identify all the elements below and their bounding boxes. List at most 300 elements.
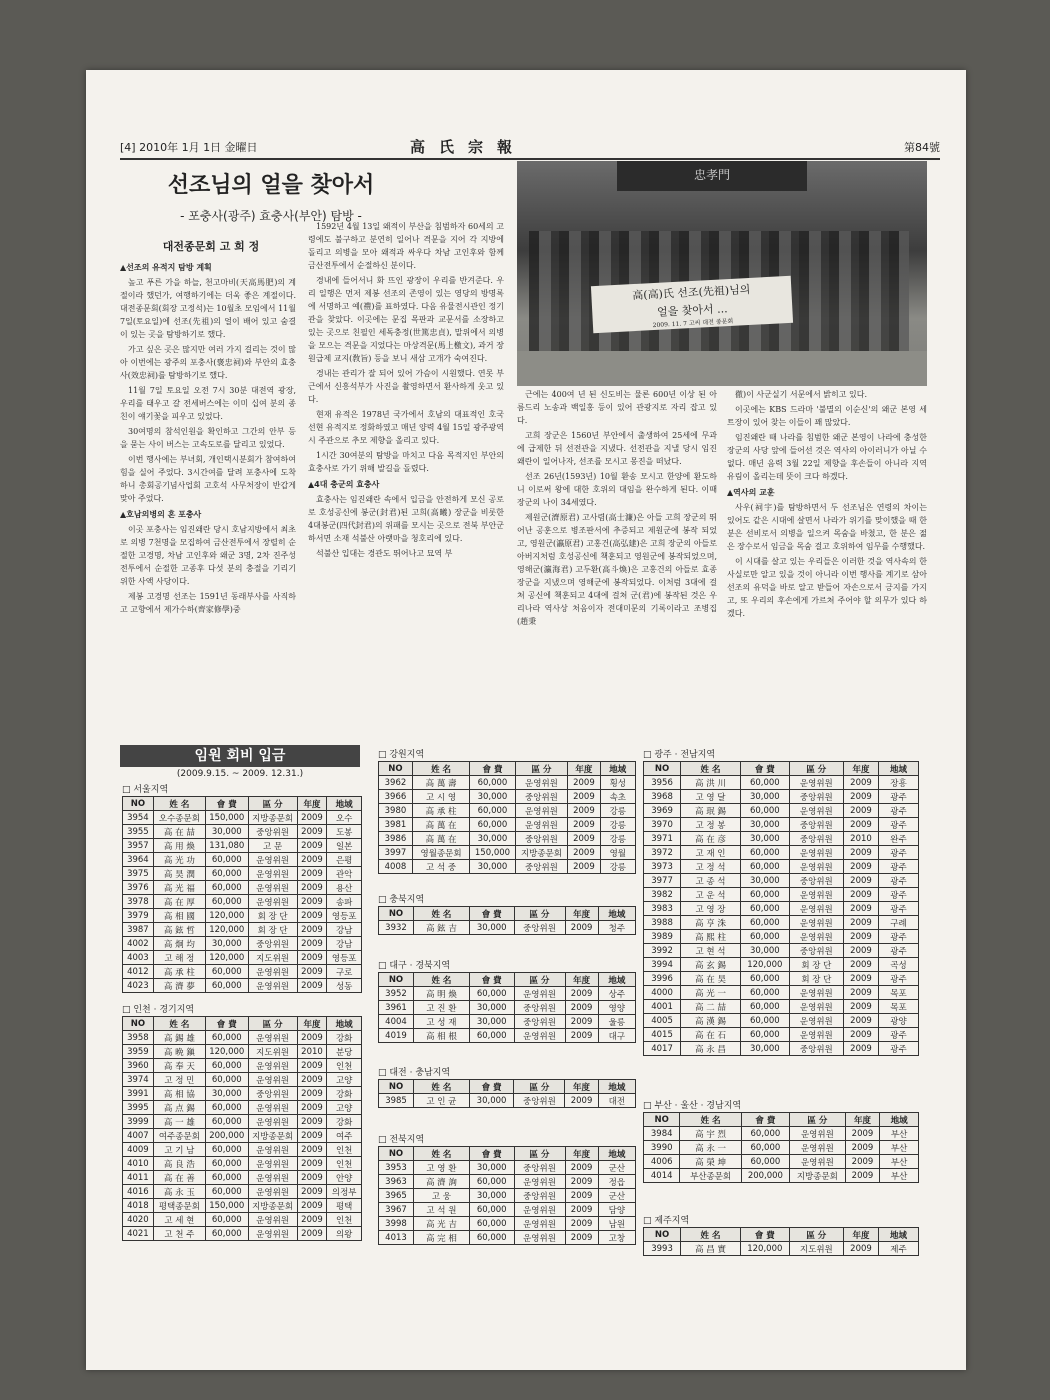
table-cell: 4018 [123,1199,154,1213]
table-cell: 구로 [327,965,362,979]
table-cell: 60,000 [205,867,248,881]
column-header: 地域 [598,973,635,987]
table-cell: 2009 [297,1143,327,1157]
table-cell: 60,000 [470,804,516,818]
column-header: 年度 [845,1113,880,1127]
table-cell: 高 晩 鎭 [153,1045,205,1059]
table-cell: 60,000 [205,1157,248,1171]
table-cell: 120,000 [740,1242,789,1256]
table-row [379,1001,636,1015]
table-cell: 운영위원 [248,1213,297,1227]
paragraph: 경내에 들어서니 화 뜨인 광장이 우리를 반겨준다. 우리 일행은 먼저 제봉 선조의 존영이 있는 영당의 방명록에 서명하고 예(禮)를 표하였다. 다음 유물전시관인 정기관을 찾았다. 이곳에는 문집 목판과 교문서를 소장하고 있는 곳으로 친필인 세독충정(世篤忠貞), 말위에서 의병을 모으는 격문을 지었다는 마상격문(馬上檄文), 과거 장원급제 교지(敎旨) 등을 보니 새삼 고개가 숙여진다. [308,276,504,363]
table-cell: 60,000 [469,1231,514,1245]
table-cell: 운영위원 [789,902,843,916]
column-header: 地域 [879,1228,919,1242]
table-cell: 2009 [843,1042,878,1056]
column-header: NO [379,762,413,776]
table-cell: 광주 [879,930,919,944]
paragraph: 이 시대를 살고 있는 우리들은 이러한 것을 역사속의 한 사실로만 알고 있을 것이 아니라 이번 행사를 계기로 삼아 선조의 유덕을 바로 알고 받들어 자손으로서 긍지를 가지고, 또 우리의 후손에게 가르쳐 주어야 할 의무가 있다 하겠다. [727,557,927,618]
column-header: NO [644,762,681,776]
column-header: 區 分 [789,1228,843,1242]
table-cell: 高 光 吉 [413,1217,469,1231]
table-cell: 지방종문회 [248,1199,297,1213]
dues-table [643,761,919,1056]
table-cell: 高 光 福 [153,881,205,895]
table-cell: 60,000 [469,1029,514,1043]
table-cell: 영월종문회 [412,846,469,860]
table-cell: 3963 [379,1175,414,1189]
table-row [644,1242,919,1256]
table-row [644,944,919,958]
table-cell: 강남 [327,923,362,937]
paragraph: 효충사는 임진왜란 속에서 입금을 안전하게 모신 공로로 호성공신에 봉군(封君)된 고희(高曦) 장군을 비롯한 4대봉군(四代封君)의 위패를 모시는 곳으로 전북 부안군 하서면 소재 석불산 아랫마을 청호리에 있다. [308,495,504,543]
dues-table [378,761,636,874]
table-row [644,902,919,916]
table-cell: 4007 [123,1129,154,1143]
table-cell: 운영위원 [248,867,297,881]
table-cell: 2009 [297,825,327,839]
table-cell: 3954 [123,811,154,825]
table-cell: 30,000 [469,1001,514,1015]
table-cell: 남원 [598,1217,635,1231]
table-cell: 고 운 석 [681,888,741,902]
table-cell: 운영위원 [248,979,297,993]
table-cell: 고 영 환 [413,1161,469,1175]
table-row [644,804,919,818]
table-cell: 2009 [843,790,878,804]
table-cell: 광주 [879,1042,919,1056]
table-row [644,1155,919,1169]
table-row [644,1000,919,1014]
banner-line-2: 얼을 찾아서 ... [656,302,728,319]
table-cell: 인천 [327,1213,362,1227]
table-row [644,972,919,986]
region-label: □ 광주 · 전남지역 [643,750,716,760]
table-cell: 강릉 [600,860,635,874]
table-cell: 3970 [644,818,681,832]
table-cell: 목포 [879,986,919,1000]
table-row [123,1031,362,1045]
table-row [644,860,919,874]
issue-date: [4] 2010年 1月 1日 金曜日 [120,141,258,154]
table-cell: 운영위원 [248,1157,297,1171]
column-header: 姓 名 [153,797,205,811]
table-cell: 회 장 단 [789,958,843,972]
table-cell: 2009 [843,818,878,832]
table-cell: 중앙위원 [514,1001,565,1015]
table-cell: 3960 [123,1059,154,1073]
table-cell: 高 濟 夢 [153,979,205,993]
table-cell: 오수종문회 [153,811,205,825]
table-cell: 2009 [568,776,600,790]
table-cell: 60,000 [740,776,789,790]
column-header: 區 分 [789,762,843,776]
paragraph: 가고 싶은 곳은 많지만 여러 가지 걸리는 것이 많아 이번에는 광주의 포충사(褒忠祠)와 부안의 효충사(效忠祠)를 탐방하기로 했다. [120,345,296,380]
column-header: 姓 名 [681,762,741,776]
table-cell: 3986 [379,832,413,846]
table-cell: 운영위원 [789,1028,843,1042]
dues-period: (2009.9.15. ~ 2009. 12.31.) [176,769,304,779]
table-row [123,1157,362,1171]
table-cell: 운영위원 [248,1101,297,1115]
paragraph: 徹)이 사군실기 서문에서 밝히고 있다. [735,390,868,399]
table-cell: 중앙위원 [789,818,843,832]
table-cell: 120,000 [205,1045,248,1059]
table-cell: 2009 [568,790,600,804]
table-cell: 2009 [297,853,327,867]
table-row [379,921,636,935]
table-cell: 高 萬 在 [412,818,469,832]
paragraph: 경내는 관리가 잘 되어 있어 가슴이 시원했다. 연못 부근에서 신흥석부가 사진을 촬영하면서 환사하게 웃고 있다. [308,369,504,404]
table-cell: 高 奉 天 [153,1059,205,1073]
table-cell: 상주 [598,987,635,1001]
table-cell: 고 정 석 [681,860,741,874]
table-cell: 3959 [123,1045,154,1059]
table-cell: 60,000 [205,1101,248,1115]
table-cell: 2009 [297,979,327,993]
table-cell: 광주 [879,1028,919,1042]
table-cell: 3998 [379,1217,414,1231]
table-cell: 2009 [565,1175,598,1189]
table-cell: 2009 [843,874,878,888]
table-cell: 회 장 단 [789,972,843,986]
table-cell: 3992 [644,944,681,958]
table-row [379,818,636,832]
table-row [123,811,362,825]
paragraph: 제봉 고경명 선조는 1591년 동래부사를 사직하고 고향에서 제가수하(齊家修學)중 [120,592,296,614]
table-cell: 60,000 [740,972,789,986]
table-cell: 高 炯 均 [153,937,205,951]
table-cell: 고 기 남 [153,1143,205,1157]
paragraph: 현재 유적은 1978년 국가에서 호남의 대표적인 호국선현 유적지로 정화하였고 매년 양력 4월 15일 광주광역시 주관으로 추모 제향을 올리고 있다. [308,410,504,445]
table-row [123,1143,362,1157]
table-cell: 관악 [327,867,362,881]
table-cell: 60,000 [470,776,516,790]
table-cell: 4023 [123,979,154,993]
table-row [123,979,362,993]
column-header: 年度 [297,797,327,811]
table-cell: 30,000 [740,790,789,804]
table-row [379,1203,636,1217]
table-cell: 131,080 [205,839,248,853]
table-cell: 부산종문회 [680,1169,741,1183]
table-cell: 60,000 [469,1175,514,1189]
column-header: NO [644,1228,681,1242]
table-cell: 2009 [843,972,878,986]
table-cell: 2009 [297,1059,327,1073]
table-cell: 고 천 주 [153,1227,205,1241]
table-cell: 60,000 [205,965,248,979]
column-header: 區 分 [248,797,297,811]
table-cell: 3965 [379,1189,414,1203]
table-cell: 강릉 [600,804,635,818]
table-cell: 운영위원 [789,1014,843,1028]
table-cell: 목포 [879,1000,919,1014]
table-cell: 3988 [644,916,681,930]
table-cell: 중앙위원 [789,944,843,958]
table-cell: 30,000 [740,818,789,832]
table-cell: 2009 [565,1217,598,1231]
table-cell: 3956 [644,776,681,790]
masthead [120,136,940,160]
table-cell: 4012 [123,965,154,979]
table-cell: 고 석 중 [412,860,469,874]
table-cell: 운영위원 [789,986,843,1000]
table-cell: 운영위원 [248,1059,297,1073]
table-row [379,1217,636,1231]
table-cell: 지방종문회 [515,846,568,860]
table-cell: 의정부 [327,1185,362,1199]
table-cell: 2009 [565,1189,598,1203]
table-row [644,832,919,846]
table-cell: 60,000 [740,1014,789,1028]
dues-table [378,1079,636,1108]
table-cell: 高 在 彦 [681,832,741,846]
gate-sign: 忠孝門 [617,161,807,191]
table-row [644,916,919,930]
table-row [123,825,362,839]
table-cell: 2009 [565,1094,598,1108]
table-cell: 3979 [123,909,154,923]
column-header: 會 費 [469,907,514,921]
table-cell: 성동 [327,979,362,993]
table-cell: 4000 [644,986,681,1000]
table-cell: 지도위원 [789,1242,843,1256]
region-label: □ 대전 · 충남지역 [378,1068,451,1078]
paragraph: 이곳에는 KBS 드라마 '불멸의 이순신'의 왜군 본영 세트장이 있어 찾는 이들이 꽤 많았다. [727,405,927,427]
table-cell: 강화 [327,1031,362,1045]
table-cell: 30,000 [740,874,789,888]
column-header: 地域 [598,1147,635,1161]
table-cell: 3995 [123,1101,154,1115]
table-cell: 2009 [843,804,878,818]
table-cell: 60,000 [740,902,789,916]
group-photo [517,161,927,386]
table-cell: 3976 [123,881,154,895]
table-cell: 60,000 [740,860,789,874]
table-cell: 60,000 [741,1127,789,1141]
table-cell: 4008 [379,860,413,874]
column-header: 區 分 [514,907,565,921]
table-cell: 운영위원 [514,987,565,1001]
table-cell: 광주 [879,790,919,804]
region-label: □ 인천 · 경기지역 [122,1005,195,1015]
table-cell: 횡성 [600,776,635,790]
table-cell: 2010 [843,832,878,846]
banner-small: 2009. 11. 7 고씨 대전 종문회 [652,317,734,330]
table-cell: 4015 [644,1028,681,1042]
table-cell: 3999 [123,1115,154,1129]
table-cell: 4005 [644,1014,681,1028]
table-row [123,1045,362,1059]
paragraph: 이곳 포충사는 임진왜란 당시 호남지방에서 최초로 의병 7천명을 모집하여 금산전투에서 장렬히 순절한 고경명, 차남 고인후와 왜군 3명, 2차 진주성 전투에서 순절한 고종후 다섯 분의 충절을 기리기 위한 사액 사당이다. [120,525,296,586]
table-cell: 운영위원 [790,1155,846,1169]
table-cell: 영등포 [327,951,362,965]
table-row [644,986,919,1000]
column-header: NO [644,1113,680,1127]
column-header: 會 費 [741,1113,789,1127]
table-cell: 운영위원 [248,1073,297,1087]
column-header: 會 費 [469,1147,514,1161]
table-cell: 운영위원 [789,776,843,790]
table-cell: 高 洪 川 [681,776,741,790]
table-cell: 2009 [843,846,878,860]
paragraph: 고희 장군은 1560년 부안에서 출생하여 25세에 무과에 급제한 뒤 선전관을 지냈다. 선전관을 지낼 당시 임진왜란이 일어나자, 선조를 모시고 몽진을 떠났다. [517,431,717,466]
table-row [123,1213,362,1227]
table-cell: 高 二 喆 [681,1000,741,1014]
table-cell: 운영위원 [248,1171,297,1185]
table-cell: 2009 [843,1014,878,1028]
table-row [123,1073,362,1087]
table-cell: 영등포 [327,909,362,923]
table-cell: 운영위원 [514,1029,565,1043]
table-cell: 울릉 [598,1015,635,1029]
table-row [123,1199,362,1213]
table-cell: 3932 [379,921,414,935]
table-row [123,1129,362,1143]
table-cell: 고 영 달 [681,790,741,804]
table-cell: 2009 [843,860,878,874]
table-cell: 高 相 協 [153,1087,205,1101]
table-cell: 60,000 [740,930,789,944]
table-cell: 60,000 [469,1203,514,1217]
article-column-2 [308,220,504,562]
table-cell: 중앙위원 [514,1015,565,1029]
table-cell: 60,000 [740,1000,789,1014]
table-cell: 2009 [297,965,327,979]
table-cell: 60,000 [205,1185,248,1199]
table-cell: 高 在 昊 [681,972,741,986]
table-cell: 高 在 厚 [153,895,205,909]
table-cell: 3961 [379,1001,414,1015]
table-cell: 3980 [379,804,413,818]
table-cell: 60,000 [740,888,789,902]
table-cell: 2009 [565,1001,598,1015]
column-header: 姓 名 [413,973,469,987]
table-cell: 30,000 [470,860,516,874]
column-header: 年度 [297,1017,327,1031]
table-cell: 광주 [879,874,919,888]
column-header: 會 費 [469,1080,514,1094]
table-cell: 高 永 玉 [153,1185,205,1199]
table-cell: 인천 [327,1059,362,1073]
table-cell: 60,000 [205,853,248,867]
column-header: 年度 [565,973,598,987]
paragraph: 임진왜란 때 나라를 침범한 왜군 본영이 나라에 충성한 장군의 사당 앞에 들어선 것은 역사의 아이러니가 아닐 수 없다. 매년 음력 3월 22일 제향을 후손들이 아니라 지역 유림이 올리는데 뜻이 크다 하겠다. [727,433,927,481]
table-cell: 4013 [379,1231,414,1245]
table-row [644,818,919,832]
column-header: 年度 [843,762,878,776]
table-cell: 2009 [297,1087,327,1101]
table-cell: 오수 [327,811,362,825]
table-cell: 3975 [123,867,154,881]
table-cell: 부산 [880,1155,919,1169]
table-row [379,1189,636,1203]
table-cell: 중앙위원 [514,1161,565,1175]
table-cell: 120,000 [205,909,248,923]
table-cell: 60,000 [205,1143,248,1157]
table-cell: 고 종 석 [681,874,741,888]
table-cell: 4006 [644,1155,680,1169]
table-cell: 2009 [297,1213,327,1227]
dues-table [122,796,362,993]
table-cell: 2009 [297,1101,327,1115]
region-label: □ 대구 · 경북지역 [378,961,451,971]
table-cell: 고 석 원 [413,1203,469,1217]
table-cell: 완주 [879,832,919,846]
table-cell: 120,000 [205,951,248,965]
table-cell: 회 장 단 [248,909,297,923]
table-row [644,888,919,902]
table-cell: 高 光 功 [153,853,205,867]
table-cell: 인천 [327,1143,362,1157]
table-cell: 高 昊 潤 [153,867,205,881]
paragraph: 선조 26년(1593년) 10월 환송 모시고 한양에 환도하니 이로써 왕에 대한 호위의 대임을 완수하게 된다. 이때 장군의 나이 34세였다. [517,472,717,507]
table-cell: 2009 [843,1028,878,1042]
table-cell: 지방종문회 [248,1129,297,1143]
table-cell: 2009 [843,1000,878,1014]
table-cell: 강화 [327,1087,362,1101]
table-cell: 高 一 雄 [153,1115,205,1129]
table-cell: 4021 [123,1227,154,1241]
column-header: 姓 名 [413,1147,469,1161]
table-row [123,937,362,951]
table-cell: 30,000 [469,1094,514,1108]
ground [517,351,927,386]
table-cell: 3993 [644,1242,681,1256]
table-cell: 지도위원 [248,951,297,965]
table-cell: 운영위원 [248,1115,297,1129]
table-cell: 30,000 [469,1161,514,1175]
column-header: 區 分 [514,1147,565,1161]
table-cell: 高 萬 壽 [412,776,469,790]
table-cell: 60,000 [205,881,248,895]
table-cell: 운영위원 [789,860,843,874]
table-cell: 4017 [644,1042,681,1056]
table-cell: 운영위원 [248,853,297,867]
table-cell: 3984 [644,1127,680,1141]
table-row [644,1014,919,1028]
table-cell: 대전 [598,1094,635,1108]
table-cell: 장흥 [879,776,919,790]
table-cell: 3989 [644,930,681,944]
table-cell: 중앙위원 [789,790,843,804]
table-cell: 중앙위원 [789,874,843,888]
table-row [123,1227,362,1241]
table-cell: 高 用 煥 [153,839,205,853]
article-subtitle: - 포충사(광주) 효충사(부안) 탐방 - [180,209,362,223]
table-cell: 2009 [843,888,878,902]
table-row [379,846,636,860]
table-cell: 4001 [644,1000,681,1014]
table-cell: 3982 [644,888,681,902]
table-cell: 군산 [598,1161,635,1175]
table-cell: 중앙위원 [515,832,568,846]
table-cell: 중앙위원 [789,832,843,846]
table-cell: 고 정 봉 [681,818,741,832]
table-cell: 3953 [379,1161,414,1175]
table-cell: 광주 [879,804,919,818]
table-cell: 광주 [879,846,919,860]
paragraph: 사우(祠宇)를 탐방하면서 두 선조님은 연령의 차이는 있어도 같은 시대에 살면서 나라가 위기를 맞이했을 때 한 분은 선비로서 의병을 일으켜 목숨을 바쳤고, 한 분은 젊은 장수로서 임금을 목숨 걸고 호위하여 임무를 수행했다. [727,503,927,551]
table-cell: 60,000 [205,1059,248,1073]
column-header: 會 費 [205,1017,248,1031]
table-cell: 2009 [565,1231,598,1245]
table-cell: 2009 [843,930,878,944]
table-cell: 30,000 [470,832,516,846]
table-cell: 군산 [598,1189,635,1203]
column-header: 地域 [327,797,362,811]
